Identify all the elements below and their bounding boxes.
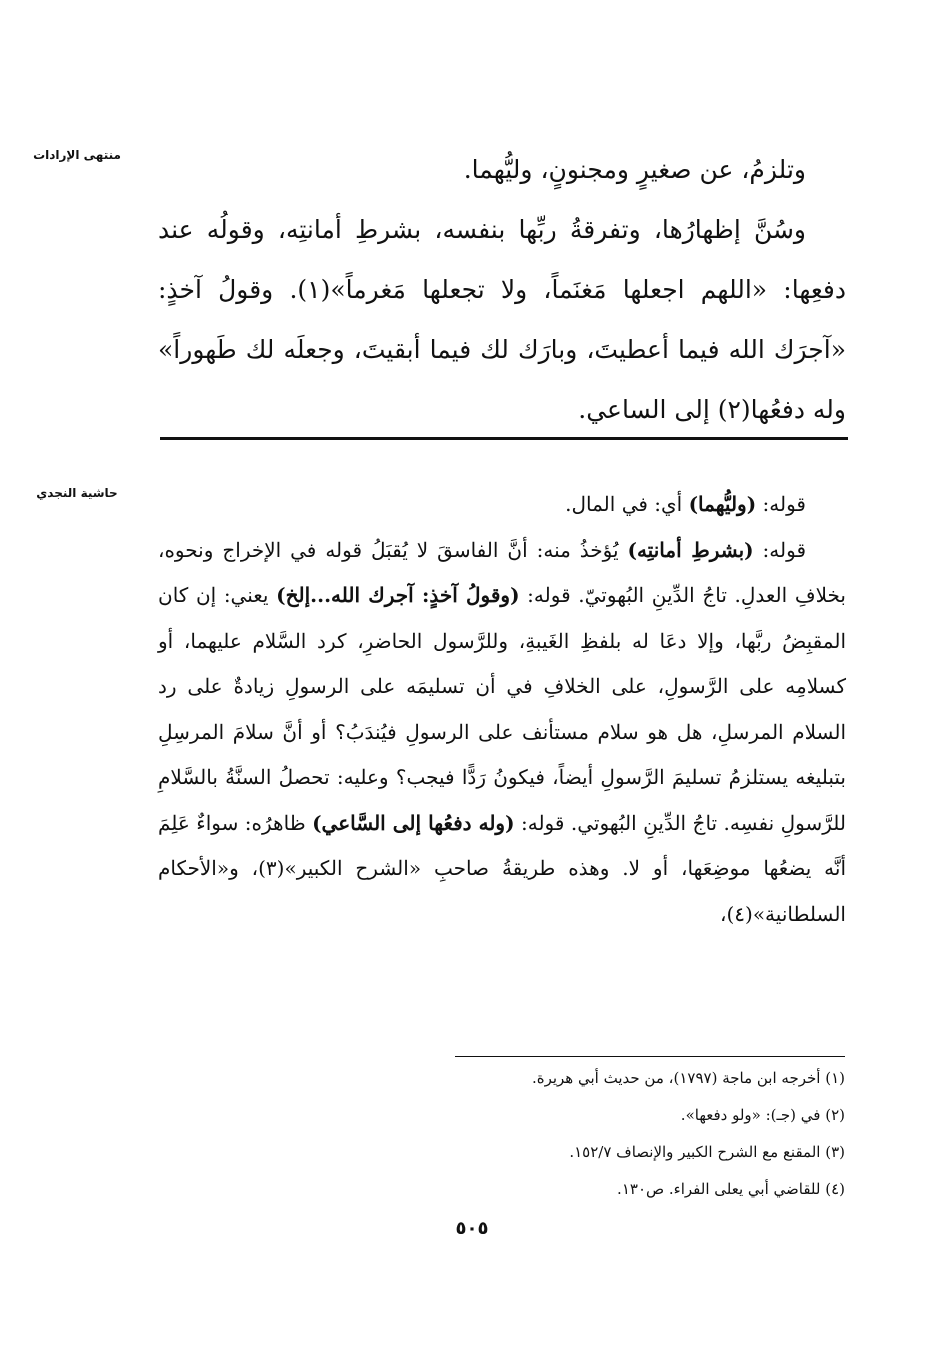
footnote-3: (٣) المقنع مع الشرح الكبير والإنصاف ١٥٢/٧.: [569, 1143, 845, 1161]
main-paragraph-2: وسُنَّ إظهارُها، وتفرقةُ ربِّها بنفسه، بشرطِ أمانتِه، وقولُه عند دفعِها: «اللهم اجعلها مَغنَماً، ولا تجعلها مَغرماً»(١). وقولُ آخذٍ: «آجرَك الله فيما أعطيتَ، وبارَك لك فيما أبقيتَ، وجعلَه لك طَهوراً» وله دفعُها(٢) إلى الساعي.: [158, 215, 846, 424]
commentary-text-segment: أي: في المال.: [565, 492, 689, 516]
commentary-lemma: (وقولُ آخذٍ: آجرك الله...إلخ): [276, 583, 520, 607]
main-paragraph-1: وتلزمُ، عن صغيرٍ ومجنونٍ، وليُّهما.: [463, 155, 806, 184]
commentary-text-segment: يُؤخذُ منه: أنَّ الفاسقَ لا يُقبَلُ قوله في الإخراج ونحوه، بخلافِ العدلِ. تاجُ الدِّينِ البُهوتيّ. قوله:: [158, 537, 846, 607]
commentary-text-segment: ظاهرُه: سواءٌ عَلِمَ أنَّه يضعُها موضِعَها، أو لا. وهذه طريقةُ صاحبِ «الشرح الكبير»(٣)، و«الأحكام السلطانية»(٤)،: [158, 810, 846, 926]
commentary-text-segment: يعني: إن كان المقبِضُ ربَّها، وإلا دعَا له بلفظِ الغَيبةِ، وللرَّسول الحاضرِ، كرد السَّلام عليهما، أو كسلامِه على الرَّسولِ، على الخلافِ في أن تسليمَه على الرسولِ زيادةٌ على رد السلام المرسلِ، هل هو سلام مستأنف على الرسولِ فيُندَبُ؟ أو أنَّ سلامَ المرسِلِ بتبليغه يستلزمُ تسليمَ الرَّسولِ أيضاً، فيكونُ رَدًّا فيجب؟ وعليه: تحصلُ السنَّةُ بالسَّلامِ للرَّسولِ نفسِه. تاجُ الدِّينِ البُهوتي. قوله:: [158, 583, 846, 835]
side-label-matn: منتهى الإرادات: [33, 148, 121, 162]
commentary-lemma: (بشرطِ أمانتِه): [627, 537, 754, 562]
commentary-lemma: (وليُّهما): [688, 492, 757, 516]
commentary-lemma: (وله دفعُها إلى السَّاعي): [312, 810, 515, 835]
footnote-4: (٤) للقاضي أبي يعلى الفراء. ص١٣٠.: [617, 1180, 845, 1198]
page-number: ٥٠٥: [455, 1218, 489, 1239]
footnote-2: (٢) في (جـ): «ولو دفعها».: [680, 1106, 845, 1124]
footnote-divider: [455, 1056, 845, 1057]
side-label-hashiya: حاشية النجدي: [36, 486, 118, 500]
commentary-text: [158, 482, 846, 937]
main-text: [158, 140, 846, 440]
commentary-paragraph-2: [158, 528, 846, 938]
commentary-paragraph-1: [158, 482, 846, 528]
commentary-text-segment: قوله:: [756, 492, 806, 516]
footnotes: [400, 1060, 845, 1208]
footnote-1: (١) أخرجه ابن ماجة (١٧٩٧)، من حديث أبي هريرة.: [531, 1069, 845, 1087]
section-divider: [160, 437, 848, 440]
commentary-text-segment: قوله:: [753, 537, 807, 562]
